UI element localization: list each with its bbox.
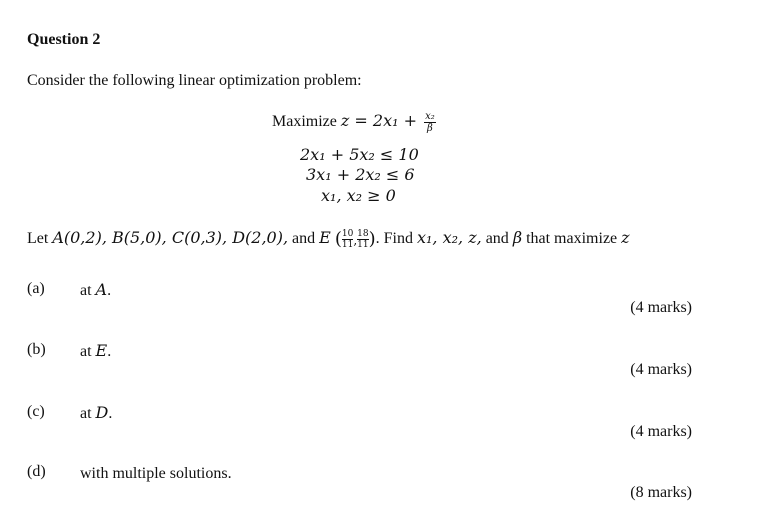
- point-e-name: E: [319, 228, 331, 247]
- e-y-fraction: [357, 229, 368, 250]
- part-a-pre: at: [80, 282, 96, 299]
- prompt-and-2: and: [481, 230, 513, 247]
- prompt-beta: β: [512, 228, 523, 247]
- e-y-denominator: 11: [357, 239, 369, 250]
- e-x-numerator: 10: [341, 228, 354, 239]
- prompt-z: z: [621, 228, 630, 247]
- part-c-text: [80, 403, 112, 423]
- part-d-text: [80, 463, 232, 483]
- prompt-tail: that maximize: [522, 230, 622, 247]
- e-x-fraction: [342, 229, 353, 250]
- prompt-vars: x₁, x₂, z,: [416, 228, 482, 247]
- e-y-numerator: 18: [357, 228, 369, 239]
- part-b-text: [80, 341, 111, 361]
- part-b-point: E: [95, 341, 108, 360]
- fraction-numerator: x₂: [425, 111, 435, 122]
- part-c-pre: at: [80, 405, 96, 422]
- part-a-marks: (4 marks): [630, 299, 692, 316]
- part-d-pre: with multiple solutions.: [80, 465, 232, 482]
- part-a-post: .: [107, 282, 112, 299]
- part-d-label: (d): [27, 463, 46, 480]
- constraint-2: 3x₁ + 2x₂ ≤ 6: [306, 165, 415, 184]
- part-b-post: .: [107, 343, 112, 360]
- prompt-find: . Find: [375, 230, 417, 247]
- e-x-denominator: 11: [341, 239, 354, 250]
- constraint-1: 2x₁ + 5x₂ ≤ 10: [300, 145, 419, 164]
- objective-lhs: z = 2x₁ +: [340, 111, 423, 131]
- part-a-point: A: [95, 280, 108, 299]
- objective-function: [272, 111, 436, 134]
- part-c-label: (c): [27, 403, 45, 420]
- part-c-marks: (4 marks): [630, 423, 692, 440]
- intro-text: Consider the following linear optimization problem:: [27, 72, 362, 89]
- prompt-and: and: [288, 230, 320, 247]
- constraint-nonnegativity: x₁, x₂ ≥ 0: [321, 186, 396, 205]
- part-a-text: [80, 280, 111, 300]
- part-d-marks: (8 marks): [630, 484, 692, 501]
- question-prompt: [27, 228, 630, 250]
- part-b-marks: (4 marks): [630, 361, 692, 378]
- point-e-coordinates: ( $\frac{10}{11}$ , $\frac{18}{11}$ ): [334, 228, 376, 250]
- part-c-point: D: [95, 403, 109, 422]
- prompt-points: A(0,2), B(5,0), C(0,3), D(2,0),: [52, 228, 289, 247]
- part-b-label: (b): [27, 341, 46, 358]
- part-a-label: (a): [27, 280, 45, 297]
- question-heading: Question 2: [27, 31, 101, 48]
- objective-fraction: [424, 111, 436, 134]
- part-c-post: .: [108, 405, 113, 422]
- part-b-pre: at: [80, 343, 96, 360]
- maximize-word: Maximize: [272, 113, 337, 131]
- prompt-lead: Let: [27, 230, 53, 247]
- fraction-denominator: β: [427, 123, 433, 134]
